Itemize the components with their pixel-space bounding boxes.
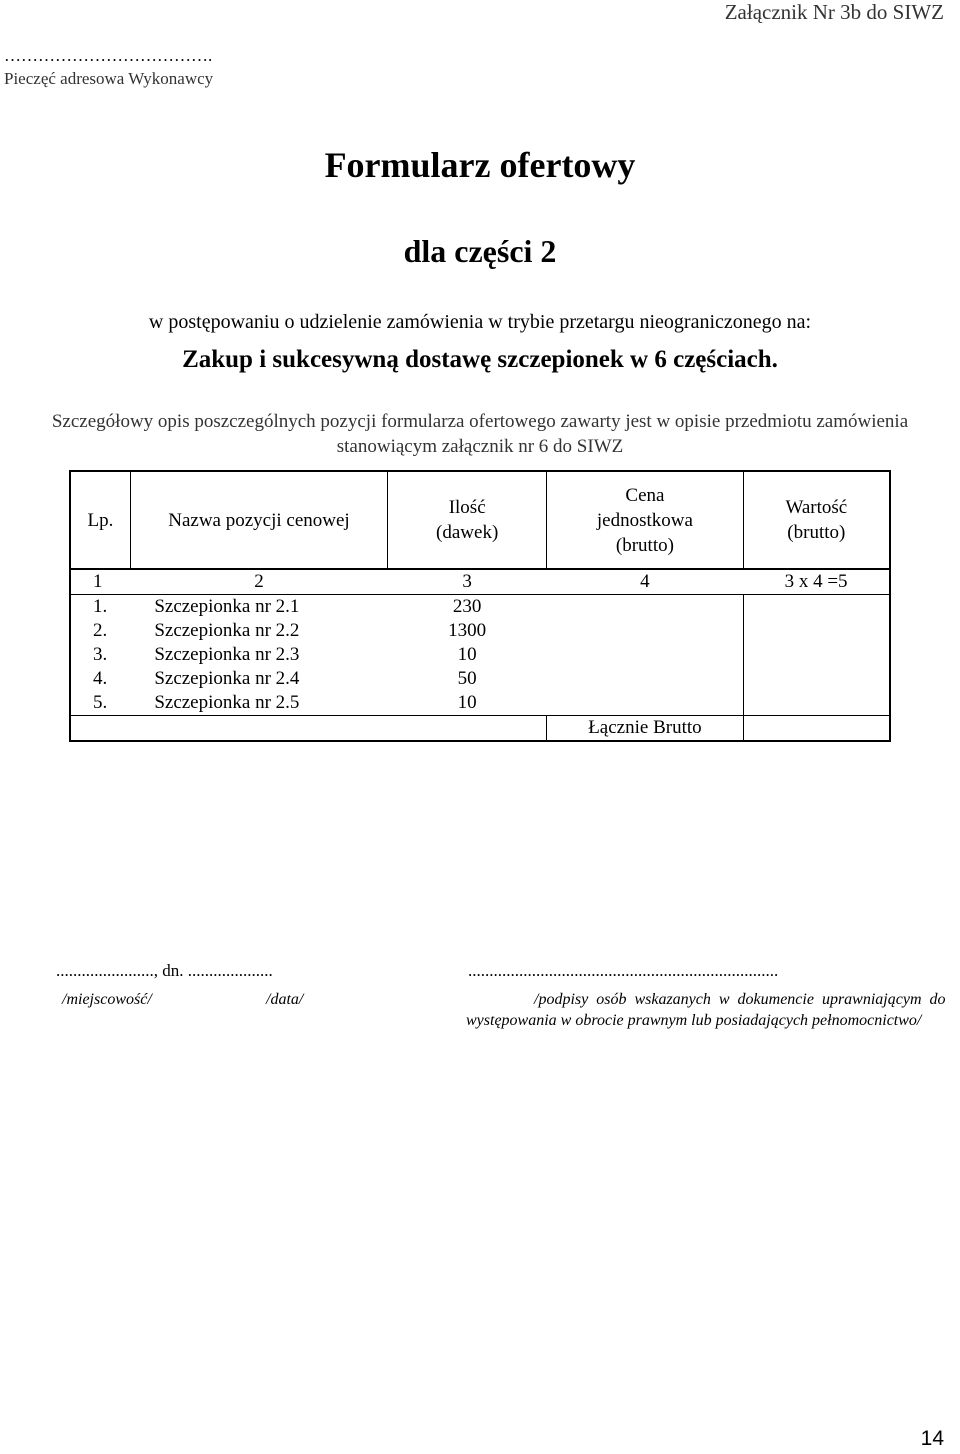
header-value	[743, 471, 890, 569]
row-value[interactable]	[743, 691, 890, 716]
row-name: Szczepionka nr 2.2	[154, 620, 300, 641]
signature-label-line-2: występowania w obrocie prawnym lub posiadających pełnomocnictwo/	[466, 1012, 922, 1029]
column-number: 2	[130, 569, 387, 595]
row-name: Szczepionka nr 2.5	[154, 692, 300, 713]
row-lp: 4.	[93, 668, 108, 689]
header-qty-line-1: Ilość	[448, 497, 486, 518]
row-price[interactable]	[547, 691, 743, 716]
row-lp: 3.	[93, 644, 108, 665]
header-price-line-2: jednostkowa	[596, 509, 693, 531]
column-number: 3 x 4 =5	[743, 569, 890, 595]
column-number: 4	[547, 569, 743, 595]
row-lp: 1.	[70, 595, 130, 620]
row-value[interactable]	[743, 667, 890, 691]
header-price	[547, 471, 743, 569]
row-qty: 10	[457, 644, 477, 665]
row-price[interactable]	[547, 667, 743, 691]
row-qty: 10	[457, 692, 477, 713]
table-row	[70, 667, 890, 691]
date-label: /data/	[266, 991, 304, 1008]
row-name: Szczepionka nr 2.4	[154, 668, 300, 689]
row-price[interactable]	[547, 619, 743, 643]
header-value-line-1: Wartość	[785, 497, 848, 518]
row-price[interactable]	[547, 595, 743, 620]
row-qty: 230	[388, 595, 547, 620]
subject-text: Zakup i sukcesywną dostawę szczepionek w 6 częściach.	[182, 346, 778, 373]
header-price-line-3: (brutto)	[615, 534, 674, 556]
place-date-dots: ......................., dn. ....................	[56, 961, 273, 980]
stamp-label: Pieczęć adresowa Wykonawcy	[4, 69, 214, 88]
page-subtitle: dla części 2	[403, 233, 557, 269]
stamp-dots: ……………………………….	[4, 46, 213, 65]
row-price[interactable]	[547, 643, 743, 667]
table-row	[70, 691, 890, 716]
signature-dots: .........................................................................	[468, 961, 779, 980]
page-number: 14	[920, 1427, 944, 1450]
total-value[interactable]	[743, 716, 890, 742]
total-row	[70, 716, 890, 742]
row-lp: 5.	[93, 692, 108, 713]
table-header-row	[70, 471, 890, 569]
row-lp: 2.	[93, 620, 108, 641]
row-value[interactable]	[743, 619, 890, 643]
total-label: Łącznie Brutto	[547, 716, 743, 742]
column-number: 3	[388, 569, 547, 595]
description-line-2: stanowiącym załącznik nr 6 do SIWZ	[336, 436, 624, 457]
total-empty-cell	[388, 716, 547, 742]
annex-label: Załącznik Nr 3b do SIWZ	[724, 0, 944, 24]
row-value[interactable]	[743, 643, 890, 667]
page-title: Formularz ofertowy	[324, 145, 636, 185]
row-value[interactable]	[743, 595, 890, 620]
total-empty-cell	[70, 716, 130, 742]
table-row	[70, 595, 890, 620]
row-name: Szczepionka nr 2.1	[130, 595, 387, 620]
table-row	[70, 619, 890, 643]
description-line-1: Szczegółowy opis poszczególnych pozycji formularza ofertowego zawarty jest w opisie przedmiotu zamówienia	[51, 411, 909, 432]
header-price-line-1: Cena	[625, 484, 665, 506]
procedure-text: w postępowaniu o udzielenie zamówienia w trybie przetargu nieograniczonego na:	[148, 311, 812, 333]
header-qty	[388, 471, 547, 569]
column-number: 1	[70, 569, 130, 595]
header-qty-line-2: (dawek)	[436, 522, 499, 543]
row-qty: 50	[457, 668, 477, 689]
place-label: /miejscowość/	[62, 991, 152, 1008]
row-qty: 1300	[448, 620, 487, 641]
total-empty-cell	[130, 716, 387, 742]
header-name: Nazwa pozycji cenowej	[130, 471, 387, 569]
column-number-row	[70, 569, 890, 595]
offer-table	[69, 470, 891, 742]
table-row	[70, 643, 890, 667]
header-lp: Lp.	[70, 471, 130, 569]
header-value-line-2: (brutto)	[787, 522, 846, 543]
row-name: Szczepionka nr 2.3	[154, 644, 300, 665]
description-text	[0, 409, 960, 459]
signature-label-line-1: /podpisy osób wskazanych w dokumencie uprawniającym do	[534, 991, 946, 1008]
